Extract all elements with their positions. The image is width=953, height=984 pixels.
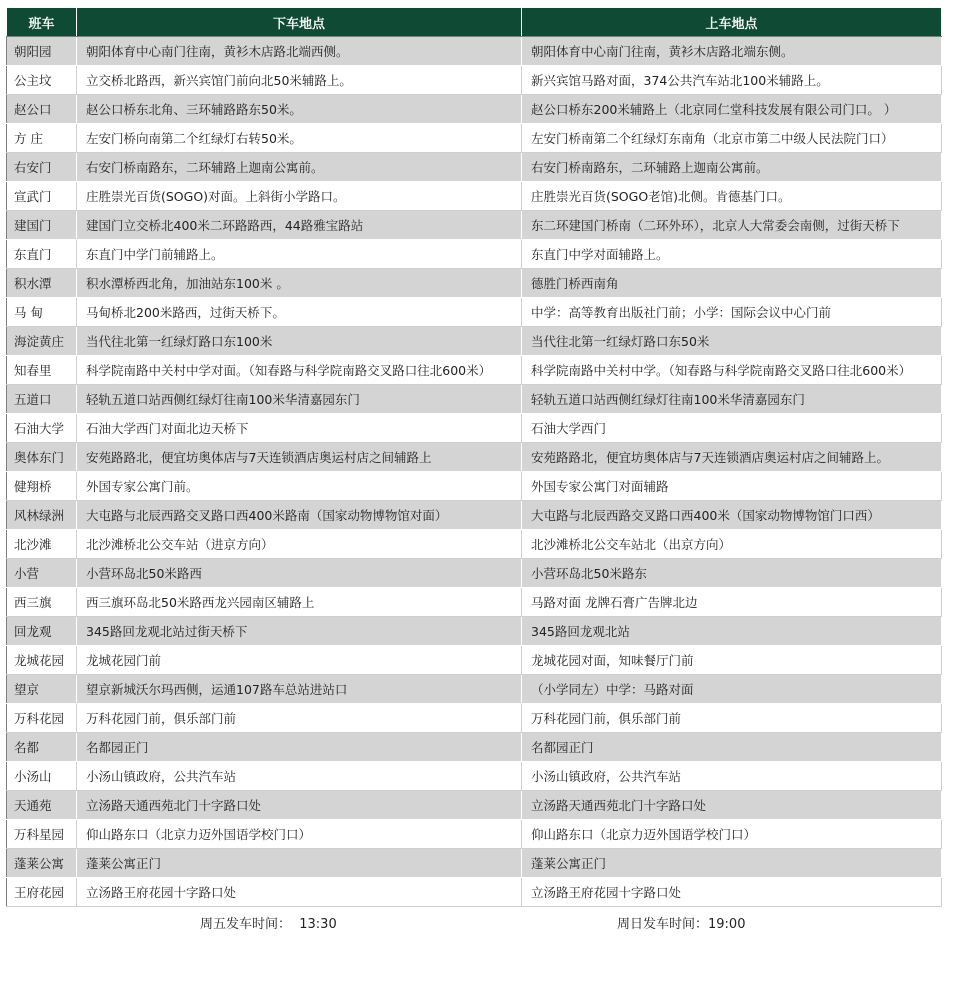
route-name: 宣武门 xyxy=(7,182,77,211)
pickup-location: 东二环建国门桥南（二环外环），北京人大常委会南侧，过街天桥下 xyxy=(522,211,942,240)
header-route: 班车 xyxy=(7,8,77,37)
route-name: 风林绿洲 xyxy=(7,501,77,530)
dropoff-location: 赵公口桥东北角、三环辅路路东50米。 xyxy=(77,95,522,124)
route-name: 公主坟 xyxy=(7,66,77,95)
route-name: 知春里 xyxy=(7,356,77,385)
table-row xyxy=(7,37,942,66)
dropoff-location: 东直门中学门前辅路上。 xyxy=(77,240,522,269)
table-row xyxy=(7,66,942,95)
dropoff-location: 蓬莱公寓正门 xyxy=(77,849,522,878)
table-row xyxy=(7,849,942,878)
pickup-location: （小学同左）中学：马路对面 xyxy=(522,675,942,704)
dropoff-location: 龙城花园门前 xyxy=(77,646,522,675)
table-row xyxy=(7,530,942,559)
dropoff-location: 立汤路天通西苑北门十字路口处 xyxy=(77,791,522,820)
table-row xyxy=(7,617,942,646)
friday-departure-time: 周五发车时间： 13:30 xyxy=(200,917,337,932)
route-name: 赵公口 xyxy=(7,95,77,124)
dropoff-location: 北沙滩桥北公交车站（进京方向） xyxy=(77,530,522,559)
dropoff-location: 庄胜崇光百货(SOGO)对面。上斜街小学路口。 xyxy=(77,182,522,211)
dropoff-location: 当代往北第一红绿灯路口东100米 xyxy=(77,327,522,356)
route-name: 回龙观 xyxy=(7,617,77,646)
table-row xyxy=(7,762,942,791)
table-body xyxy=(7,37,942,907)
table-row xyxy=(7,95,942,124)
route-name: 海淀黄庄 xyxy=(7,327,77,356)
pickup-location: 蓬莱公寓正门 xyxy=(522,849,942,878)
table-row xyxy=(7,327,942,356)
table-row xyxy=(7,211,942,240)
table-row xyxy=(7,269,942,298)
table-row xyxy=(7,704,942,733)
table-row xyxy=(7,153,942,182)
pickup-location: 立汤路天通西苑北门十字路口处 xyxy=(522,791,942,820)
header-pickup: 上车地点 xyxy=(522,8,942,37)
route-name: 方 庄 xyxy=(7,124,77,153)
dropoff-location: 小汤山镇政府，公共汽车站 xyxy=(77,762,522,791)
route-name: 万科花园 xyxy=(7,704,77,733)
table-row xyxy=(7,298,942,327)
table-row xyxy=(7,472,942,501)
route-name: 小汤山 xyxy=(7,762,77,791)
pickup-location: 德胜门桥西南角 xyxy=(522,269,942,298)
table-row xyxy=(7,385,942,414)
pickup-location: 立汤路王府花园十字路口处 xyxy=(522,878,942,907)
dropoff-location: 大屯路与北辰西路交叉路口西400米路南（国家动物博物馆对面） xyxy=(77,501,522,530)
dropoff-location: 仰山路东口（北京力迈外国语学校门口） xyxy=(77,820,522,849)
route-name: 马 甸 xyxy=(7,298,77,327)
pickup-location: 当代往北第一红绿灯路口东50米 xyxy=(522,327,942,356)
pickup-location: 科学院南路中关村中学。（知春路与科学院南路交叉路口往北600米） xyxy=(522,356,942,385)
route-name: 龙城花园 xyxy=(7,646,77,675)
dropoff-location: 右安门桥南路东，二环辅路上迦南公寓前。 xyxy=(77,153,522,182)
sunday-departure-time: 周日发车时间：19:00 xyxy=(617,917,746,932)
pickup-location: 右安门桥南路东，二环辅路上迦南公寓前。 xyxy=(522,153,942,182)
pickup-location: 东直门中学对面辅路上。 xyxy=(522,240,942,269)
route-name: 王府花园 xyxy=(7,878,77,907)
bus-schedule-table xyxy=(6,7,942,907)
dropoff-location: 345路回龙观北站过街天桥下 xyxy=(77,617,522,646)
route-name: 健翔桥 xyxy=(7,472,77,501)
pickup-location: 345路回龙观北站 xyxy=(522,617,942,646)
route-name: 五道口 xyxy=(7,385,77,414)
table-row xyxy=(7,182,942,211)
pickup-location: 石油大学西门 xyxy=(522,414,942,443)
route-name: 建国门 xyxy=(7,211,77,240)
pickup-location: 外国专家公寓门对面辅路 xyxy=(522,472,942,501)
dropoff-location: 名都园正门 xyxy=(77,733,522,762)
pickup-location: 小营环岛北50米路东 xyxy=(522,559,942,588)
table-header-row xyxy=(7,8,942,37)
pickup-location: 赵公口桥东200米辅路上（北京同仁堂科技发展有限公司门口。 ） xyxy=(522,95,942,124)
pickup-location: 轻轨五道口站西侧红绿灯往南100米华清嘉园东门 xyxy=(522,385,942,414)
dropoff-location: 轻轨五道口站西侧红绿灯往南100米华清嘉园东门 xyxy=(77,385,522,414)
table-row xyxy=(7,820,942,849)
dropoff-location: 西三旗环岛北50米路西龙兴园南区辅路上 xyxy=(77,588,522,617)
table-row xyxy=(7,646,942,675)
table-row xyxy=(7,675,942,704)
pickup-location: 庄胜崇光百货(SOGO老馆)北侧。肯德基门口。 xyxy=(522,182,942,211)
pickup-location: 安苑路路北，便宜坊奥体店与7天连锁酒店奥运村店之间辅路上。 xyxy=(522,443,942,472)
header-dropoff: 下车地点 xyxy=(77,8,522,37)
pickup-location: 大屯路与北辰西路交叉路口西400米（国家动物博物馆门口西） xyxy=(522,501,942,530)
dropoff-location: 立汤路王府花园十字路口处 xyxy=(77,878,522,907)
dropoff-location: 外国专家公寓门前。 xyxy=(77,472,522,501)
dropoff-location: 积水潭桥西北角，加油站东100米 。 xyxy=(77,269,522,298)
dropoff-location: 建国门立交桥北400米二环路路西，44路雅宝路站 xyxy=(77,211,522,240)
table-row xyxy=(7,733,942,762)
pickup-location: 中学：高等教育出版社门前；小学：国际会议中心门前 xyxy=(522,298,942,327)
table-row xyxy=(7,240,942,269)
route-name: 积水潭 xyxy=(7,269,77,298)
route-name: 北沙滩 xyxy=(7,530,77,559)
pickup-location: 龙城花园对面，知味餐厅门前 xyxy=(522,646,942,675)
table-row xyxy=(7,414,942,443)
dropoff-location: 安苑路路北，便宜坊奥体店与7天连锁酒店奥运村店之间辅路上 xyxy=(77,443,522,472)
route-name: 天通苑 xyxy=(7,791,77,820)
route-name: 名都 xyxy=(7,733,77,762)
pickup-location: 万科花园门前，俱乐部门前 xyxy=(522,704,942,733)
dropoff-location: 立交桥北路西，新兴宾馆门前向北50米辅路上。 xyxy=(77,66,522,95)
route-name: 西三旗 xyxy=(7,588,77,617)
route-name: 石油大学 xyxy=(7,414,77,443)
table-row xyxy=(7,443,942,472)
pickup-location: 仰山路东口（北京力迈外国语学校门口） xyxy=(522,820,942,849)
dropoff-location: 望京新城沃尔玛西侧，运通107路车总站进站口 xyxy=(77,675,522,704)
route-name: 右安门 xyxy=(7,153,77,182)
pickup-location: 朝阳体育中心南门往南，黄衫木店路北端东侧。 xyxy=(522,37,942,66)
table-row xyxy=(7,501,942,530)
route-name: 万科星园 xyxy=(7,820,77,849)
dropoff-location: 石油大学西门对面北边天桥下 xyxy=(77,414,522,443)
table-row xyxy=(7,588,942,617)
pickup-location: 马路对面 龙牌石膏广告牌北边 xyxy=(522,588,942,617)
route-name: 蓬莱公寓 xyxy=(7,849,77,878)
route-name: 奥体东门 xyxy=(7,443,77,472)
pickup-location: 新兴宾馆马路对面，374公共汽车站北100米辅路上。 xyxy=(522,66,942,95)
dropoff-location: 马甸桥北200米路西，过街天桥下。 xyxy=(77,298,522,327)
dropoff-location: 左安门桥向南第二个红绿灯右转50米。 xyxy=(77,124,522,153)
table-row xyxy=(7,356,942,385)
route-name: 朝阳园 xyxy=(7,37,77,66)
table-row xyxy=(7,559,942,588)
route-name: 小营 xyxy=(7,559,77,588)
table-row xyxy=(7,791,942,820)
pickup-location: 左安门桥南第二个红绿灯东南角（北京市第二中级人民法院门口） xyxy=(522,124,942,153)
route-name: 望京 xyxy=(7,675,77,704)
route-name: 东直门 xyxy=(7,240,77,269)
dropoff-location: 万科花园门前，俱乐部门前 xyxy=(77,704,522,733)
table-row xyxy=(7,124,942,153)
dropoff-location: 朝阳体育中心南门往南，黄衫木店路北端西侧。 xyxy=(77,37,522,66)
dropoff-location: 小营环岛北50米路西 xyxy=(77,559,522,588)
dropoff-location: 科学院南路中关村中学对面。（知春路与科学院南路交叉路口往北600米） xyxy=(77,356,522,385)
table-row xyxy=(7,878,942,907)
pickup-location: 名都园正门 xyxy=(522,733,942,762)
pickup-location: 北沙滩桥北公交车站北（出京方向） xyxy=(522,530,942,559)
pickup-location: 小汤山镇政府，公共汽车站 xyxy=(522,762,942,791)
